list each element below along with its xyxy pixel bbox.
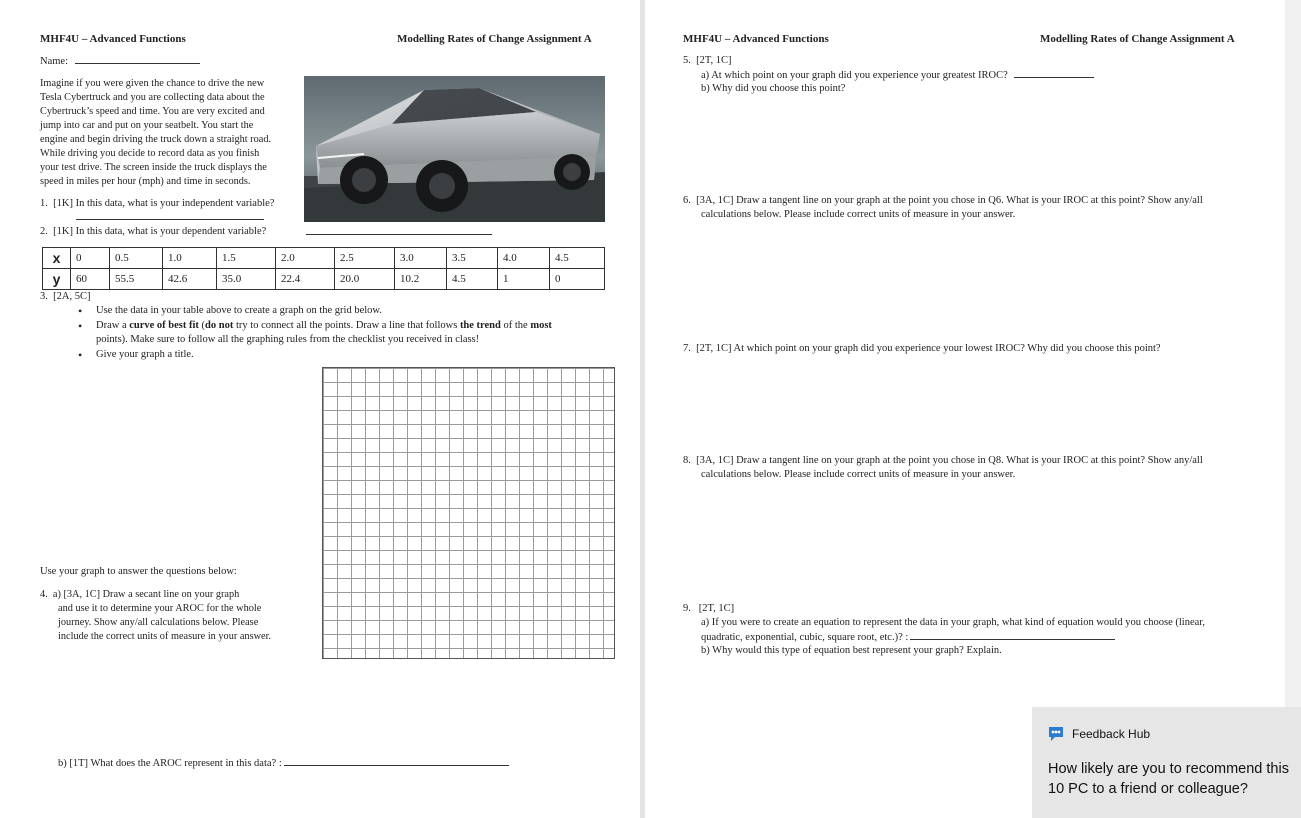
table-cell: 2.0 bbox=[276, 248, 335, 269]
question-line: and use it to determine your AROC for the whole bbox=[58, 603, 262, 614]
viewer-scroll-area bbox=[1285, 0, 1301, 818]
intro-line: your test drive. The screen inside the truck displays the bbox=[40, 162, 267, 173]
question-9b: b) Why would this type of equation best represent your graph? Explain. bbox=[701, 645, 1002, 656]
feedback-hub-toast[interactable] bbox=[1032, 707, 1301, 818]
intro-line: speed in miles per hour (mph) and time in seconds. bbox=[40, 176, 251, 187]
table-cell: 10.2 bbox=[395, 269, 447, 290]
question-line: 6. [3A, 1C] Draw a tangent line on your graph at the point you chose in Q6. What is your IROC at this point? Show any/all bbox=[683, 195, 1203, 206]
table-cell: 1 bbox=[498, 269, 550, 290]
table-cell: 2.5 bbox=[335, 248, 395, 269]
cybertruck-image bbox=[304, 76, 605, 222]
assignment-title: Modelling Rates of Change Assignment A bbox=[397, 33, 592, 45]
table-cell: 0.5 bbox=[110, 248, 163, 269]
question-4b-answer-line bbox=[284, 756, 509, 766]
emphasis: curve of best fit bbox=[129, 320, 199, 331]
question-2: 2. [1K] In this data, what is your dependent variable? bbox=[40, 226, 267, 237]
feedback-hub-icon bbox=[1048, 726, 1065, 742]
table-cell: 3.0 bbox=[395, 248, 447, 269]
question-9-label: 9. [2T, 1C] bbox=[683, 603, 735, 614]
question-text: a) At which point on your graph did you experience your greatest IROC? bbox=[701, 70, 1008, 81]
table-cell: 55.5 bbox=[110, 269, 163, 290]
question-9a bbox=[701, 616, 1205, 645]
table-row-x bbox=[43, 248, 605, 269]
question-2-answer-line bbox=[306, 225, 492, 235]
question-5a bbox=[701, 68, 1094, 83]
table-cell: 0 bbox=[550, 269, 605, 290]
worksheet-page-1 bbox=[0, 0, 640, 818]
instruction-text: Use the data in your table above to create a graph on the grid below. bbox=[96, 305, 382, 316]
intro-line: Imagine if you were given the chance to drive the new bbox=[40, 78, 265, 89]
feedback-hub-title: Feedback Hub bbox=[1072, 727, 1151, 741]
question-3-instructions bbox=[78, 304, 598, 363]
question-3-label: 3. [2A, 5C] bbox=[40, 291, 91, 302]
table-cell: 1.5 bbox=[217, 248, 276, 269]
intro-line: Cybertruck’s speed and time. You are very excited and bbox=[40, 106, 265, 117]
table-cell: 4.5 bbox=[550, 248, 605, 269]
question-8 bbox=[683, 454, 1203, 482]
question-4b bbox=[58, 756, 509, 771]
x-label: x bbox=[43, 248, 71, 269]
question-4a bbox=[40, 588, 271, 644]
emphasis: most bbox=[530, 320, 552, 331]
name-field bbox=[40, 54, 200, 69]
table-cell: 42.6 bbox=[163, 269, 217, 290]
instruction-item bbox=[78, 348, 598, 362]
question-line: a) If you were to create an equation to represent the data in your graph, what kind of equation would you choose (linear, bbox=[701, 617, 1205, 628]
table-cell: 4.5 bbox=[447, 269, 498, 290]
speed-time-table bbox=[42, 247, 605, 290]
question-5b: b) Why did you choose this point? bbox=[701, 83, 846, 94]
instruction-text: ( bbox=[198, 320, 206, 331]
assignment-title: Modelling Rates of Change Assignment A bbox=[1040, 33, 1235, 45]
emphasis: the trend bbox=[459, 320, 501, 331]
cybertruck-photo bbox=[304, 76, 605, 222]
course-title: MHF4U – Advanced Functions bbox=[683, 33, 829, 45]
question-line bbox=[701, 630, 1205, 645]
table-cell: 4.0 bbox=[498, 248, 550, 269]
question-line: calculations below. Please include correct units of measure in your answer. bbox=[701, 469, 1016, 480]
question-7: 7. [2T, 1C] At which point on your graph did you experience your lowest IROC? Why did you choose this point? bbox=[683, 343, 1161, 354]
instruction-text: Give your graph a title. bbox=[96, 349, 194, 360]
intro-line: engine and begin driving the truck down a straight road. bbox=[40, 134, 272, 145]
question-text: b) [1T] What does the AROC represent in this data? : bbox=[58, 758, 282, 769]
instruction-text: Draw a bbox=[96, 320, 130, 331]
table-cell: 3.5 bbox=[447, 248, 498, 269]
name-blank bbox=[75, 54, 200, 64]
course-title: MHF4U – Advanced Functions bbox=[40, 33, 186, 45]
question-6 bbox=[683, 194, 1203, 222]
table-cell: 35.0 bbox=[217, 269, 276, 290]
instruction-text: of the bbox=[500, 320, 531, 331]
intro-line: Tesla Cybertruck and you are collecting data about the bbox=[40, 92, 265, 103]
instruction-item bbox=[78, 304, 598, 318]
instruction-text: points). Make sure to follow all the graphing rules from the checklist you received in class! bbox=[96, 334, 480, 345]
table-cell: 20.0 bbox=[335, 269, 395, 290]
question-1: 1. [1K] In this data, what is your independent variable? bbox=[40, 198, 275, 209]
graph-grid bbox=[322, 367, 615, 659]
intro-paragraph bbox=[40, 77, 302, 189]
y-label: y bbox=[43, 269, 71, 290]
question-line: include the correct units of measure in your answer. bbox=[58, 631, 272, 642]
feedback-question bbox=[1048, 759, 1289, 799]
question-line: calculations below. Please include correct units of measure in your answer. bbox=[701, 209, 1016, 220]
worksheet-page-2 bbox=[645, 0, 1285, 818]
intro-line: While driving you decide to record data as you finish bbox=[40, 148, 260, 159]
question-9a-answer-line bbox=[910, 630, 1115, 640]
question-line: journey. Show any/all calculations below. Please bbox=[58, 617, 259, 628]
question-1-answer-line bbox=[76, 210, 264, 220]
question-text: quadratic, exponential, cubic, square root, etc.)? : bbox=[701, 632, 909, 643]
use-graph-instruction: Use your graph to answer the questions below: bbox=[40, 566, 237, 577]
feedback-question-line: How likely are you to recommend this bbox=[1048, 761, 1289, 777]
table-cell: 0 bbox=[71, 248, 110, 269]
table-cell: 1.0 bbox=[163, 248, 217, 269]
emphasis: do not bbox=[205, 320, 234, 331]
question-5a-answer-line bbox=[1014, 68, 1094, 78]
question-line: 4. a) [3A, 1C] Draw a secant line on your graph bbox=[40, 589, 240, 600]
instruction-item bbox=[78, 319, 598, 347]
question-line: 8. [3A, 1C] Draw a tangent line on your graph at the point you chose in Q8. What is your IROC at this point? Show any/all bbox=[683, 455, 1203, 466]
question-5-label: 5. [2T, 1C] bbox=[683, 55, 732, 66]
feedback-question-line: 10 PC to a friend or colleague? bbox=[1048, 781, 1248, 797]
table-row-y bbox=[43, 269, 605, 290]
table-cell: 60 bbox=[71, 269, 110, 290]
table-cell: 22.4 bbox=[276, 269, 335, 290]
instruction-text: try to connect all the points. Draw a line that follows bbox=[233, 320, 460, 331]
intro-line: jump into car and put on your seatbelt. You start the bbox=[40, 120, 254, 131]
name-label: Name: bbox=[40, 56, 68, 67]
